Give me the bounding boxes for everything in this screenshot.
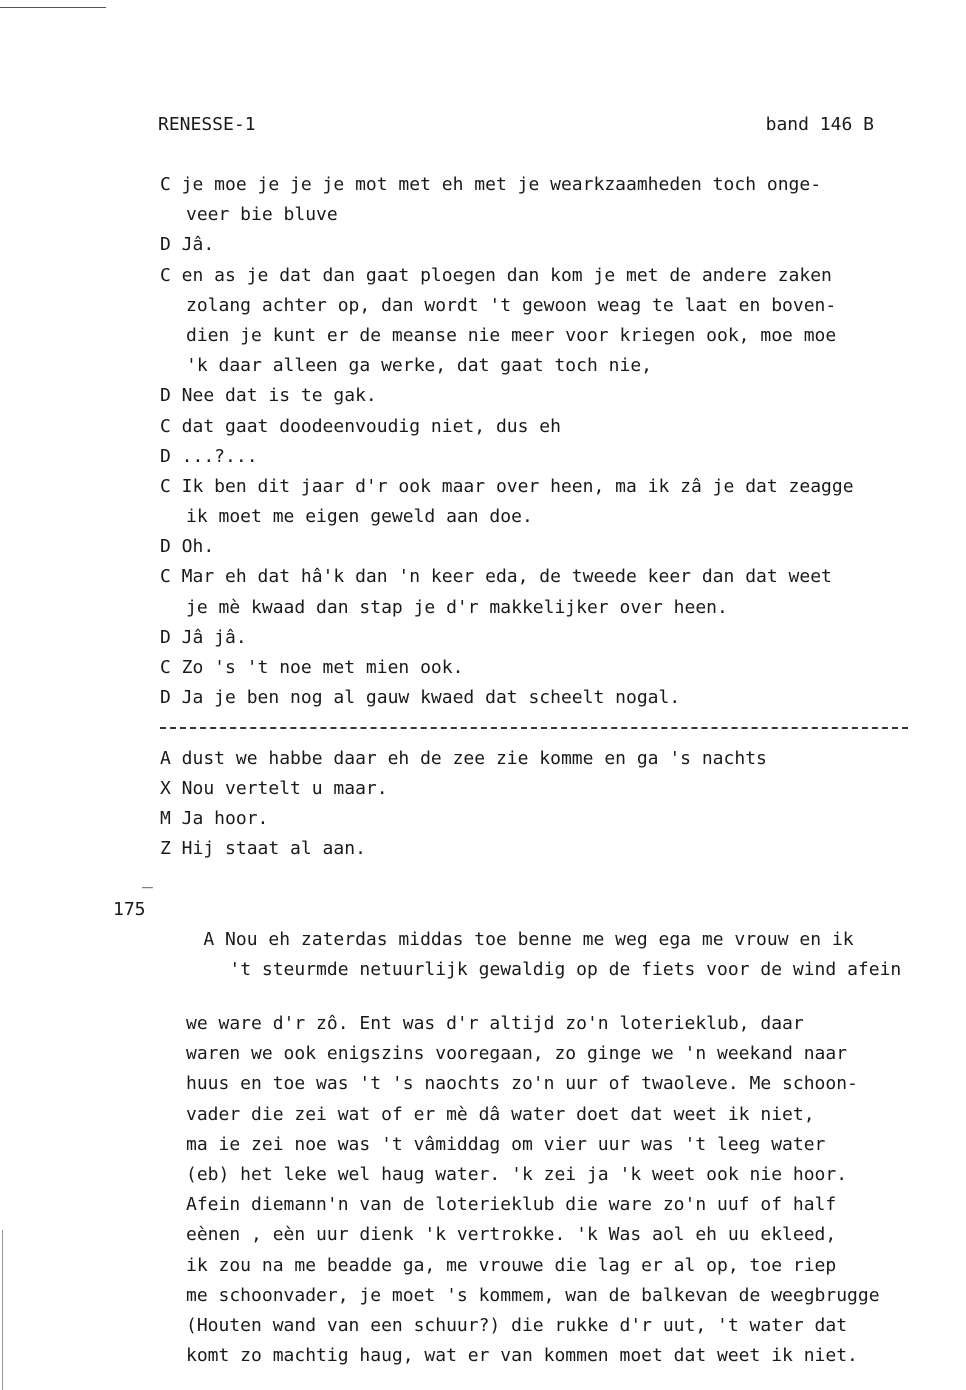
section-separator xyxy=(160,713,950,743)
transcript-line-text: A Nou eh zaterdas middas toe benne me weg ega me vrouw en ik xyxy=(203,928,854,950)
transcript-line: (eb) het leke wel haug water. 'k zei ja 'k weet ook nie hoor. xyxy=(186,1164,848,1186)
transcript-line: D Nee dat is te gak. xyxy=(160,385,377,407)
transcript-line: D ...?... xyxy=(160,445,258,467)
left-margin-line xyxy=(2,1230,3,1390)
transcript-line: me schoonvader, je moet 's kommem, wan de balkevan de weegbrugge xyxy=(186,1284,880,1306)
transcript-line: M Ja hoor. xyxy=(160,807,269,829)
top-rule xyxy=(0,7,106,8)
transcript-line: waren we ook enigszins vooregaan, zo ginge we 'n weekand naar xyxy=(186,1043,848,1065)
transcript-line: Afein diemann'n van de loterieklub die ware zo'n uuf of half xyxy=(186,1194,837,1216)
transcript-line: C Ik ben dit jaar d'r ook maar over heen, ma ik zâ je dat zeagge xyxy=(160,475,854,497)
transcript-line: dien je kunt er de meanse nie meer voor kriegen ook, moe moe xyxy=(186,324,837,346)
transcript-line: D Ja je ben nog al gauw kwaed dat scheelt nogal. xyxy=(160,687,681,709)
transcript-line: C Zo 's 't noe met mien ook. xyxy=(160,657,464,678)
transcript-line: (Houten wand van een schuur?) die rukke d'r uut, 't water dat xyxy=(186,1314,848,1336)
transcript-line: C dat gaat doodeenvoudig niet, dus eh xyxy=(160,415,561,437)
transcript-line xyxy=(142,864,950,950)
transcript-line: 'k daar alleen ga werke, dat gaat toch nie, xyxy=(186,355,652,377)
transcript-body xyxy=(113,170,950,1371)
transcript-line: D Jâ jâ. xyxy=(160,626,247,648)
transcript-line: D Oh. xyxy=(160,536,215,558)
transcript-line: X Nou vertelt u maar. xyxy=(160,777,388,799)
transcript-line: A dust we habbe daar eh de zee zie komme en ga 's nachts xyxy=(160,747,767,769)
transcript-line: zolang achter op, dan wordt 't gewoon weag te laat en boven- xyxy=(186,294,837,316)
transcript-line: C Mar eh dat hâ'k dan 'n keer eda, de tweede keer dan dat weet xyxy=(160,566,832,588)
transcript-line: eènen , eèn uur dienk 'k vertrokke. 'k Was aol eh uu ekleed, xyxy=(186,1224,837,1246)
page-header-left: RENESSE-1 xyxy=(158,114,256,135)
transcript-line: Z Hij staat al aan. xyxy=(160,838,366,860)
transcript-line: huus en toe was 't 's naochts zo'n uur of twaoleve. Me schoon- xyxy=(186,1073,858,1095)
transcript-line: veer bie bluve xyxy=(186,204,338,226)
margin-line-number: 175 xyxy=(113,898,146,920)
transcript-line: we ware d'r zô. Ent was d'r altijd zo'n loterieklub, daar xyxy=(186,1013,804,1035)
transcript-line: komt zo machtig haug, wat er van kommen moet dat weet ik niet. xyxy=(186,1345,858,1367)
transcript-line: C en as je dat dan gaat ploegen dan kom je met de andere zaken xyxy=(160,264,832,286)
transcript-line-text: 't steurmde netuurlijk gewaldig op de fiets voor de wind afein xyxy=(229,958,902,980)
margin-mark: _ xyxy=(142,868,153,890)
transcript-line: C je moe je je je mot met eh met je wearkzaamheden toch onge- xyxy=(160,174,822,195)
page-header-right: band 146 B xyxy=(765,114,874,135)
transcript-line: ik moet me eigen geweld aan doe. xyxy=(186,506,533,528)
transcript-line: je mè kwaad dan stap je d'r makkelijker over heen. xyxy=(186,596,728,618)
transcript-line: vader die zei wat of er mè dâ water doet dat weet ik niet, xyxy=(186,1103,815,1125)
transcript-line: ma ie zei noe was 't vâmiddag om vier uur was 't leeg water xyxy=(186,1133,826,1155)
transcript-line: D Jâ. xyxy=(160,234,215,256)
transcript-line: ik zou na me beadde ga, me vrouwe die lag er al op, toe riep xyxy=(186,1254,837,1276)
